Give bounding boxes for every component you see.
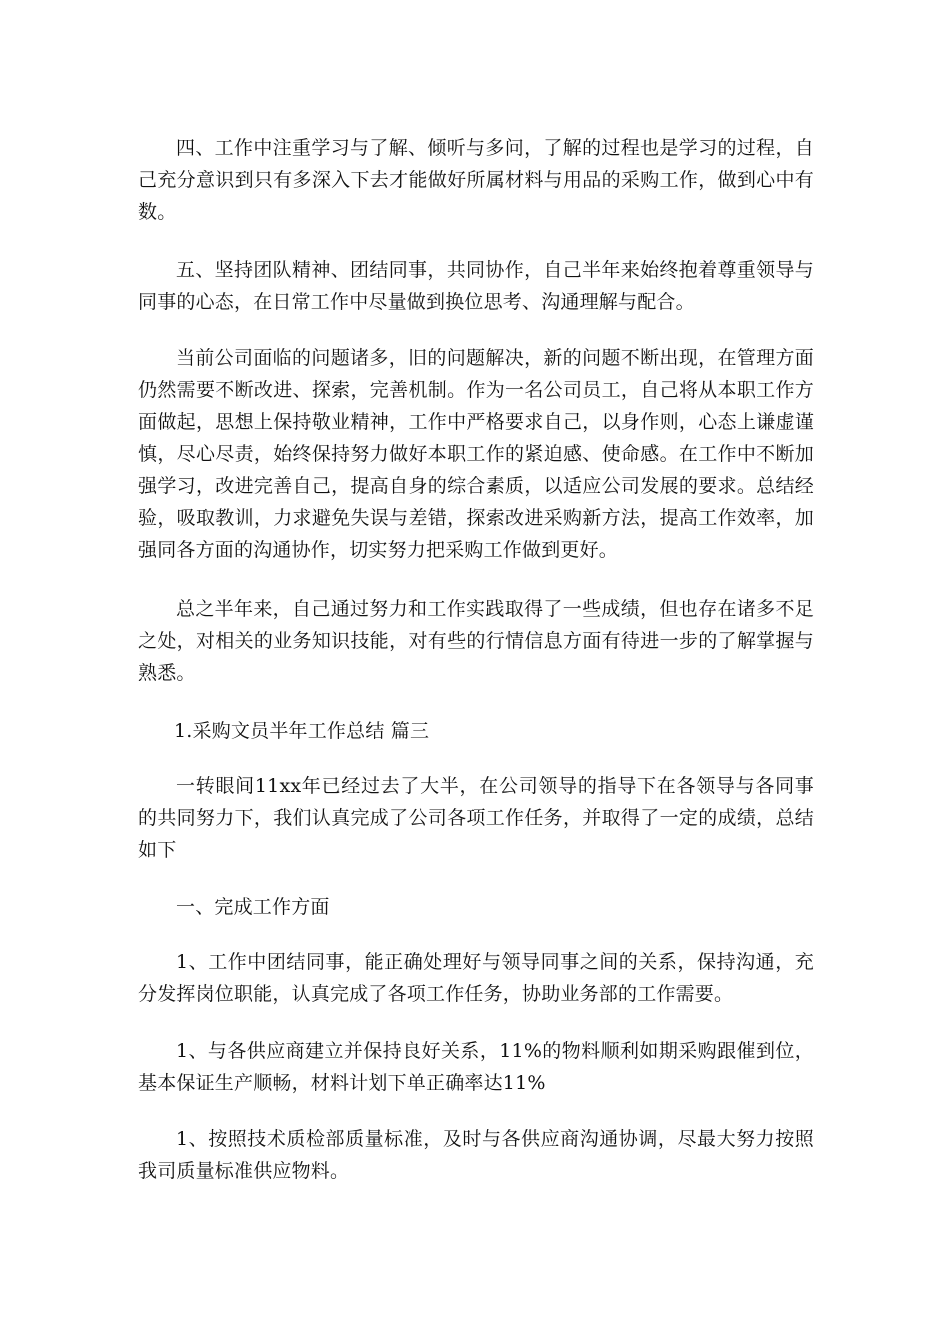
paragraph-intro: 一转眼间11xx年已经过去了大半，在公司领导的指导下在各领导与各同事的共同努力下，我们认真完成了公司各项工作任务，并取得了一定的成绩，总结如下 [138,775,814,861]
paragraph-subheading: 一、完成工作方面 [176,896,330,918]
paragraph-item-2: 1、与各供应商建立并保持良好关系，11%的物料顺利如期采购跟催到位，基本保证生产顺畅，材料计划下单正确率达11% [138,1040,814,1094]
paragraph-item-3: 1、按照技术质检部质量标准，及时与各供应商沟通协调，尽最大努力按照我司质量标准供应物料。 [138,1128,814,1182]
paragraph-company-issues: 当前公司面临的问题诸多，旧的问题解决，新的问题不断出现，在管理方面仍然需要不断改进、探索，完善机制。作为一名公司员工，自己将从本职工作方面做起，思想上保持敬业精神，工作中严格要求自己，以身作则，心态上谦虚谨慎，尽心尽责，始终保持努力做好本职工作的紧迫感、使命感。在工作中不断加强学习，改进完善自己，提高自身的综合素质，以适应公司发展的要求。总结经验，吸取教训，力求避免失误与差错，探索改进采购新方法，提高工作效率，加强同各方面的沟通协作，切实努力把采购工作做到更好。 [138,347,814,561]
section-heading: 1.采购文员半年工作总结 篇三 [174,720,430,742]
paragraph-teamwork: 五、坚持团队精神、团结同事，共同协作，自己半年来始终抱着尊重领导与同事的心态，在日常工作中尽量做到换位思考、沟通理解与配合。 [138,259,814,313]
paragraph-item-1: 1、工作中团结同事，能正确处理好与领导同事之间的关系，保持沟通，充分发挥岗位职能，认真完成了各项工作任务，协助业务部的工作需要。 [138,951,814,1005]
paragraph-summary: 总之半年来，自己通过努力和工作实践取得了一些成绩，但也存在诸多不足之处，对相关的业务知识技能，对有些的行情信息方面有待进一步的了解掌握与熟悉。 [138,598,814,684]
paragraph-study: 四、工作中注重学习与了解、倾听与多问，了解的过程也是学习的过程，自己充分意识到只有多深入下去才能做好所属材料与用品的采购工作，做到心中有数。 [138,137,814,223]
